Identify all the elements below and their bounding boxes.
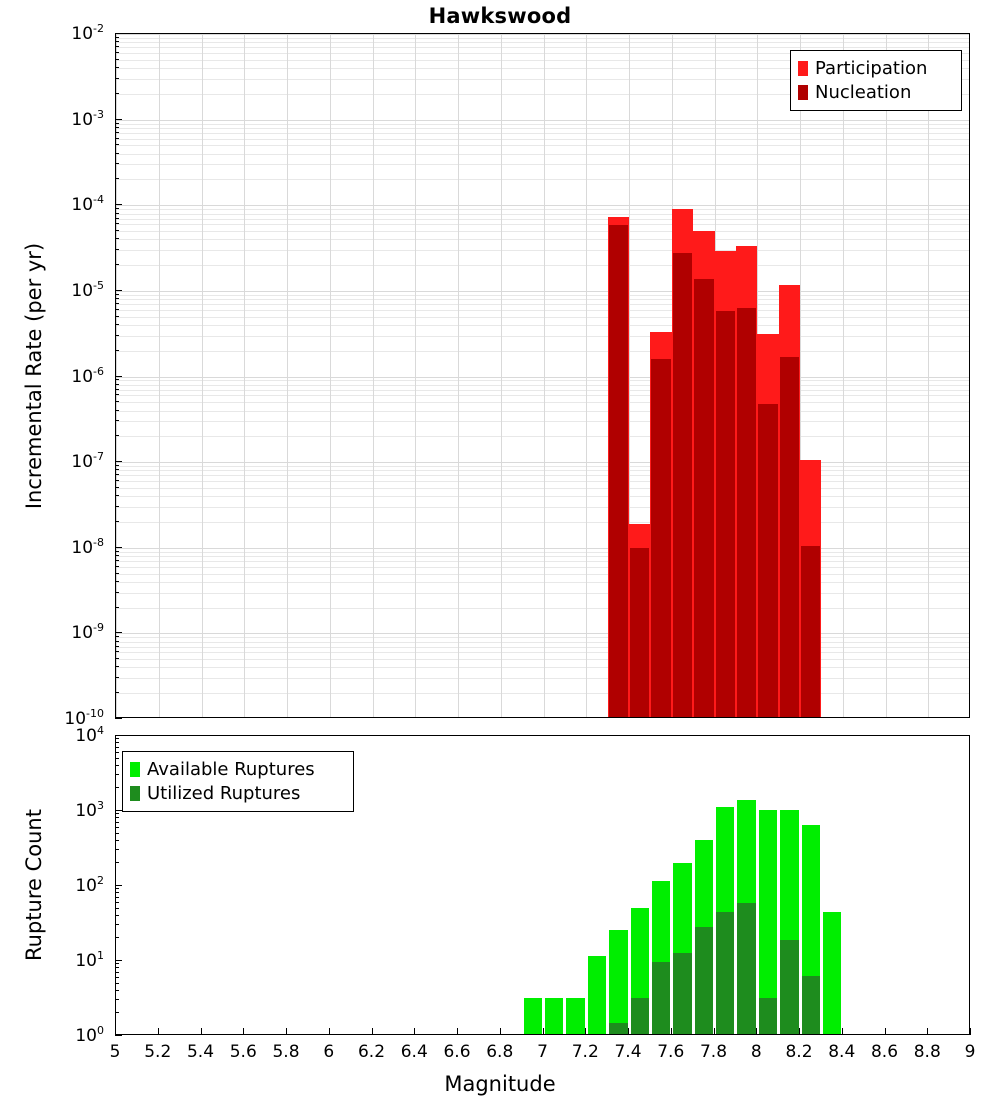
y-axis-top-tick-mark xyxy=(115,290,122,291)
legend-item-utilized-ruptures xyxy=(130,781,345,805)
x-axis-tick-mark xyxy=(885,1028,886,1035)
x-axis-label: Magnitude xyxy=(444,1072,556,1096)
x-axis-tick-label: 8 xyxy=(750,1042,762,1062)
x-axis-tick-mark xyxy=(671,1028,672,1035)
x-axis-tick-label: 7.6 xyxy=(657,1042,685,1062)
y-axis-bottom-tick-minor xyxy=(115,915,119,916)
x-axis-tick-mark xyxy=(628,1028,629,1035)
y-axis-top-tick-label: $10^{-6}$ xyxy=(71,364,104,387)
bar-nucleation xyxy=(758,404,777,717)
y-axis-top-tick-minor xyxy=(115,555,119,556)
y-axis-bottom-tick-minor xyxy=(115,967,119,968)
y-axis-top-tick-minor xyxy=(115,230,119,231)
x-axis-tick-mark xyxy=(927,1028,928,1035)
gridline-vertical xyxy=(544,34,545,717)
y-axis-label-bottom: Rupture Count xyxy=(22,809,46,961)
y-axis-top-tick-minor xyxy=(115,487,119,488)
gridline-vertical xyxy=(159,34,160,717)
x-axis-tick-label: 7.4 xyxy=(614,1042,642,1062)
gridline-vertical xyxy=(928,34,929,717)
y-axis-top-tick-minor xyxy=(115,666,119,667)
y-axis-bottom-tick-minor xyxy=(115,983,119,984)
y-axis-top-tick-minor xyxy=(115,551,119,552)
incremental-rate-plot xyxy=(115,33,970,718)
y-axis-bottom-tick-minor xyxy=(115,902,119,903)
x-axis-tick-label: 6.8 xyxy=(486,1042,514,1062)
y-axis-top-tick-minor xyxy=(115,67,119,68)
y-axis-bottom-tick-minor xyxy=(115,862,119,863)
y-axis-top-tick-minor xyxy=(115,469,119,470)
y-axis-top-tick-minor xyxy=(115,641,119,642)
y-axis-top-tick-minor xyxy=(115,153,119,154)
y-axis-bottom-tick-minor xyxy=(115,840,119,841)
legend-label-available: Available Ruptures xyxy=(147,758,315,780)
legend-swatch-participation xyxy=(798,61,808,76)
y-axis-bottom-tick-minor xyxy=(115,742,119,743)
x-axis-tick-mark xyxy=(115,1028,116,1035)
legend-swatch-utilized xyxy=(130,786,140,801)
bar-utilized-ruptures xyxy=(673,953,691,1034)
x-axis-tick-label: 8.4 xyxy=(828,1042,856,1062)
x-axis-tick-mark xyxy=(414,1028,415,1035)
y-axis-top-tick-minor xyxy=(115,127,119,128)
y-axis-top-tick-minor xyxy=(115,521,119,522)
bar-nucleation xyxy=(694,279,713,717)
y-axis-top-tick-minor xyxy=(115,389,119,390)
legend-label-nucleation: Nucleation xyxy=(815,81,912,103)
x-axis-tick-mark xyxy=(286,1028,287,1035)
y-axis-bottom-tick-mark xyxy=(115,1035,122,1036)
bar-nucleation xyxy=(609,225,628,717)
y-axis-top-tick-minor xyxy=(115,410,119,411)
gridline-vertical xyxy=(373,34,374,717)
y-axis-top-tick-mark xyxy=(115,33,122,34)
bar-utilized-ruptures xyxy=(802,976,820,1034)
y-axis-bottom-tick-minor xyxy=(115,738,119,739)
x-axis-tick-label: 6.2 xyxy=(357,1042,386,1062)
gridline-vertical xyxy=(458,34,459,717)
y-axis-top-tick-label: $10^{-4}$ xyxy=(71,193,104,216)
y-axis-top-tick-minor xyxy=(115,178,119,179)
legend-top xyxy=(790,50,962,111)
bar-nucleation xyxy=(801,546,820,717)
y-axis-top-tick-minor xyxy=(115,249,119,250)
y-axis-top-tick-minor xyxy=(115,52,119,53)
x-axis-tick-label: 5.8 xyxy=(272,1042,300,1062)
y-axis-top-tick-minor xyxy=(115,238,119,239)
y-axis-top-tick-minor xyxy=(115,144,119,145)
x-axis-tick-label: 8.8 xyxy=(913,1042,941,1062)
y-axis-top-tick-minor xyxy=(115,465,119,466)
y-axis-top-tick-minor xyxy=(115,394,119,395)
bar-nucleation xyxy=(651,359,670,717)
y-axis-top-tick-minor xyxy=(115,506,119,507)
y-axis-bottom-tick-mark xyxy=(115,810,122,811)
y-axis-bottom-tick-minor xyxy=(115,937,119,938)
x-axis-tick-mark xyxy=(243,1028,244,1035)
y-axis-bottom-tick-minor xyxy=(115,977,119,978)
y-axis-bottom-tick-minor xyxy=(115,827,119,828)
gridline-vertical xyxy=(287,34,288,717)
y-axis-top-tick-label: $10^{-3}$ xyxy=(71,107,104,130)
y-axis-top-tick-minor xyxy=(115,651,119,652)
y-axis-bottom-tick-minor xyxy=(115,849,119,850)
gridline-vertical xyxy=(586,34,587,717)
y-axis-bottom-tick-minor xyxy=(115,752,119,753)
legend-item-nucleation xyxy=(798,80,953,104)
gridline-vertical xyxy=(330,34,331,717)
gridline-vertical xyxy=(202,34,203,717)
gridline-vertical xyxy=(244,34,245,717)
bar-available-ruptures xyxy=(588,956,606,1034)
y-axis-bottom-tick-label: $10^2$ xyxy=(75,874,104,896)
y-axis-top-tick-minor xyxy=(115,309,119,310)
y-axis-top-tick-mark xyxy=(115,204,122,205)
y-axis-top-tick-minor xyxy=(115,379,119,380)
y-axis-top-tick-minor xyxy=(115,303,119,304)
bar-available-ruptures xyxy=(823,912,841,1035)
x-axis-tick-label: 6.6 xyxy=(443,1042,471,1062)
bar-utilized-ruptures xyxy=(759,998,777,1034)
x-axis-tick-mark xyxy=(372,1028,373,1035)
y-axis-top-tick-minor xyxy=(115,213,119,214)
x-axis-tick-label: 8.2 xyxy=(785,1042,813,1062)
x-axis-tick-label: 6 xyxy=(323,1042,335,1062)
bar-utilized-ruptures xyxy=(695,927,713,1034)
y-axis-top-tick-minor xyxy=(115,316,119,317)
y-axis-top-tick-minor xyxy=(115,401,119,402)
y-axis-top-tick-label: $10^{-2}$ xyxy=(71,22,104,44)
y-axis-top-tick-minor xyxy=(115,298,119,299)
y-axis-top-tick-minor xyxy=(115,208,119,209)
y-axis-bottom-tick-minor xyxy=(115,999,119,1000)
y-axis-top-tick-minor xyxy=(115,692,119,693)
y-axis-top-tick-label: $10^{-8}$ xyxy=(71,535,104,558)
y-axis-top-tick-mark xyxy=(115,547,122,548)
legend-swatch-available xyxy=(130,762,140,777)
bar-available-ruptures xyxy=(609,930,627,1034)
y-axis-top-tick-minor xyxy=(115,495,119,496)
x-axis-tick-mark xyxy=(799,1028,800,1035)
bar-nucleation xyxy=(780,357,799,717)
y-axis-top-tick-minor xyxy=(115,123,119,124)
y-axis-top-tick-mark xyxy=(115,376,122,377)
y-axis-bottom-tick-label: $10^3$ xyxy=(75,799,104,821)
legend-label-utilized: Utilized Ruptures xyxy=(147,782,301,804)
y-axis-bottom-tick-minor xyxy=(115,822,119,823)
x-axis-tick-label: 5.6 xyxy=(229,1042,257,1062)
bar-utilized-ruptures xyxy=(716,912,734,1035)
y-axis-top-tick-minor xyxy=(115,218,119,219)
y-axis-top-tick-mark xyxy=(115,632,122,633)
y-axis-bottom-tick-minor xyxy=(115,833,119,834)
bar-utilized-ruptures xyxy=(652,962,670,1034)
y-axis-top-tick-minor xyxy=(115,324,119,325)
y-axis-top-tick-minor xyxy=(115,294,119,295)
y-axis-bottom-tick-minor xyxy=(115,990,119,991)
y-axis-top-tick-minor xyxy=(115,420,119,421)
y-axis-bottom-tick-label: $10^1$ xyxy=(75,949,104,971)
y-axis-bottom-tick-minor xyxy=(115,747,119,748)
y-axis-top-tick-minor xyxy=(115,46,119,47)
y-axis-top-tick-minor xyxy=(115,636,119,637)
y-axis-top-tick-minor xyxy=(115,646,119,647)
x-axis-tick-label: 9 xyxy=(964,1042,976,1062)
y-axis-top-tick-minor xyxy=(115,350,119,351)
x-axis-tick-mark xyxy=(329,1028,330,1035)
y-axis-bottom-tick-minor xyxy=(115,924,119,925)
y-axis-top-tick-label: $10^{-10}$ xyxy=(64,707,104,729)
y-axis-top-tick-minor xyxy=(115,480,119,481)
y-axis-top-tick-minor xyxy=(115,335,119,336)
bar-available-ruptures xyxy=(524,998,542,1034)
y-axis-top-tick-minor xyxy=(115,592,119,593)
x-axis-tick-mark xyxy=(842,1028,843,1035)
bar-nucleation xyxy=(716,311,735,717)
y-axis-top-tick-minor xyxy=(115,78,119,79)
x-axis-tick-label: 6.4 xyxy=(400,1042,428,1062)
y-axis-top-tick-minor xyxy=(115,93,119,94)
x-axis-tick-mark xyxy=(457,1028,458,1035)
y-axis-top-tick-minor xyxy=(115,59,119,60)
y-axis-bottom-tick-minor xyxy=(115,817,119,818)
y-axis-top-tick-minor xyxy=(115,566,119,567)
x-axis-tick-label: 5.2 xyxy=(144,1042,172,1062)
y-axis-top-tick-minor xyxy=(115,607,119,608)
y-axis-top-tick-minor xyxy=(115,41,119,42)
bar-nucleation xyxy=(673,253,692,717)
x-axis-tick-label: 8.6 xyxy=(870,1042,899,1062)
x-axis-tick-label: 5 xyxy=(109,1042,121,1062)
y-axis-top-tick-minor xyxy=(115,573,119,574)
gridline-vertical xyxy=(886,34,887,717)
x-axis-tick-mark xyxy=(585,1028,586,1035)
y-axis-bottom-tick-mark xyxy=(115,735,122,736)
legend-label-participation: Participation xyxy=(815,57,928,79)
y-axis-bottom-tick-mark xyxy=(115,960,122,961)
y-axis-top-tick-minor xyxy=(115,658,119,659)
bar-nucleation xyxy=(737,308,756,717)
gridline-vertical xyxy=(415,34,416,717)
y-axis-top-tick-minor xyxy=(115,37,119,38)
y-axis-bottom-tick-minor xyxy=(115,758,119,759)
y-axis-bottom-tick-minor xyxy=(115,892,119,893)
x-axis-tick-mark xyxy=(500,1028,501,1035)
legend-bottom xyxy=(122,751,354,812)
y-axis-top-tick-minor xyxy=(115,560,119,561)
x-axis-tick-label: 7.8 xyxy=(699,1042,728,1062)
bar-available-ruptures xyxy=(545,998,563,1034)
bar-utilized-ruptures xyxy=(609,1023,627,1034)
bar-nucleation xyxy=(630,548,649,717)
y-axis-bottom-tick-label: $10^4$ xyxy=(75,724,104,746)
y-axis-top-tick-minor xyxy=(115,264,119,265)
gridline-vertical xyxy=(843,34,844,717)
bar-available-ruptures xyxy=(566,998,584,1034)
x-axis-tick-mark xyxy=(543,1028,544,1035)
y-axis-top-tick-label: $10^{-7}$ xyxy=(71,450,104,472)
x-axis-tick-mark xyxy=(970,1028,971,1035)
y-axis-bottom-tick-mark xyxy=(115,885,122,886)
legend-swatch-nucleation xyxy=(798,85,808,100)
page-title: Hawkswood xyxy=(428,4,572,28)
gridline-vertical xyxy=(501,34,502,717)
y-axis-label-top: Incremental Rate (per yr) xyxy=(22,242,46,509)
x-axis-tick-mark xyxy=(756,1028,757,1035)
y-axis-bottom-tick-minor xyxy=(115,813,119,814)
y-axis-top-tick-minor xyxy=(115,223,119,224)
bar-utilized-ruptures xyxy=(780,940,798,1034)
y-axis-top-tick-minor xyxy=(115,384,119,385)
y-axis-bottom-tick-minor xyxy=(115,908,119,909)
y-axis-bottom-tick-minor xyxy=(115,774,119,775)
y-axis-top-tick-minor xyxy=(115,132,119,133)
y-axis-bottom-tick-minor xyxy=(115,972,119,973)
y-axis-bottom-tick-minor xyxy=(115,888,119,889)
bar-utilized-ruptures xyxy=(631,998,649,1034)
legend-item-available-ruptures xyxy=(130,757,345,781)
x-axis-tick-label: 5.4 xyxy=(186,1042,215,1062)
x-axis-tick-label: 7 xyxy=(537,1042,548,1062)
y-axis-bottom-tick-minor xyxy=(115,1012,119,1013)
x-axis-tick-mark xyxy=(201,1028,202,1035)
y-axis-bottom-tick-minor xyxy=(115,787,119,788)
y-axis-top-tick-minor xyxy=(115,474,119,475)
y-axis-top-tick-minor xyxy=(115,581,119,582)
y-axis-top-tick-minor xyxy=(115,677,119,678)
y-axis-top-tick-mark xyxy=(115,718,122,719)
y-axis-bottom-tick-minor xyxy=(115,765,119,766)
y-axis-top-tick-minor xyxy=(115,138,119,139)
bar-utilized-ruptures xyxy=(737,903,755,1034)
legend-item-participation xyxy=(798,56,953,80)
y-axis-top-tick-minor xyxy=(115,435,119,436)
y-axis-top-tick-minor xyxy=(115,163,119,164)
y-axis-top-tick-label: $10^{-5}$ xyxy=(71,279,104,301)
y-axis-bottom-tick-minor xyxy=(115,963,119,964)
y-axis-bottom-tick-label: $10^0$ xyxy=(75,1024,104,1046)
x-axis-tick-label: 7.2 xyxy=(571,1042,599,1062)
y-axis-top-tick-label: $10^{-9}$ xyxy=(71,621,104,644)
x-axis-tick-mark xyxy=(158,1028,159,1035)
y-axis-top-tick-mark xyxy=(115,461,122,462)
x-axis-tick-mark xyxy=(714,1028,715,1035)
y-axis-top-tick-mark xyxy=(115,119,122,120)
y-axis-bottom-tick-minor xyxy=(115,897,119,898)
